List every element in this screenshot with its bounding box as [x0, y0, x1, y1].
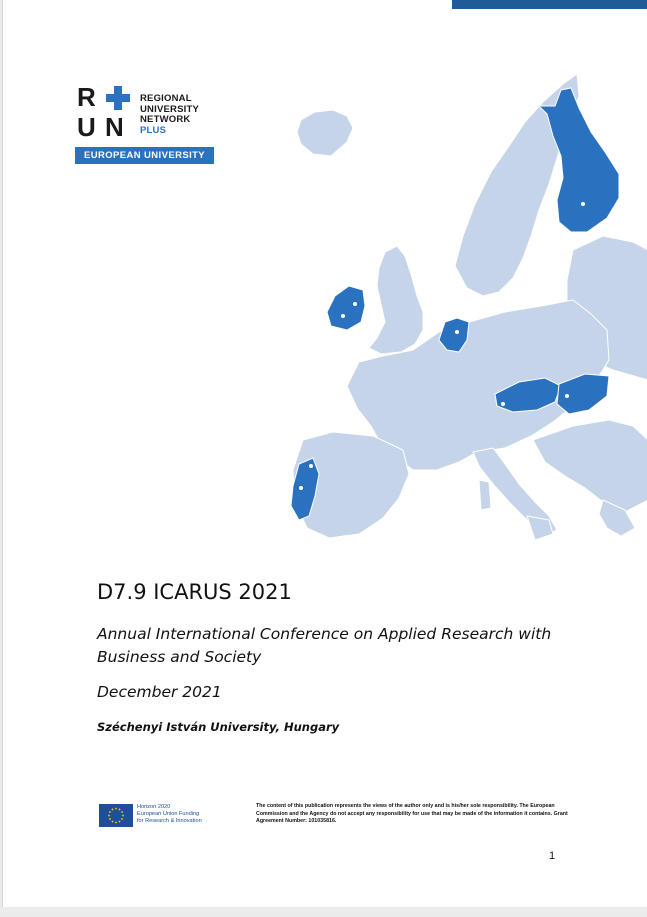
eu-star: [112, 809, 114, 811]
document-title: D7.9 ICARUS 2021: [97, 580, 292, 604]
city-marker: [455, 330, 459, 334]
logo-letter-n: N: [105, 112, 124, 142]
logo-line-regional: REGIONAL: [140, 93, 192, 104]
eu-star: [121, 811, 123, 813]
page-number: 1: [549, 850, 556, 862]
city-marker: [501, 402, 505, 406]
logo-banner: EUROPEAN UNIVERSITY: [75, 147, 214, 164]
city-marker: [581, 202, 585, 206]
eu-star: [121, 818, 123, 820]
document-page: [2, 0, 647, 907]
eu-star: [115, 808, 117, 810]
eu-star: [119, 821, 121, 823]
eu-funding-line-2: European Union Funding: [137, 811, 200, 817]
run-eu-logo: [75, 84, 215, 166]
logo-line-network: NETWORK: [140, 114, 191, 125]
city-marker: [299, 486, 303, 490]
eu-star: [108, 815, 110, 817]
logo-letter-r: R: [77, 82, 96, 112]
document-date: December 2021: [97, 683, 222, 701]
document-subtitle: Annual International Conference on Applied Research with Business and Society: [97, 625, 552, 666]
city-marker: [565, 394, 569, 398]
city-marker: [341, 314, 345, 318]
city-marker: [353, 302, 357, 306]
document-institution: Széchenyi István University, Hungary: [97, 720, 340, 734]
disclaimer-text: The content of this publication represents the views of the author only and is his/her sole responsibility. The European Commission and the Agency do not accept any responsibility for use that may be made of the information it contains. Grant Agreement Number: 101035816.: [256, 803, 568, 824]
eu-star: [119, 809, 121, 811]
eu-funding-line-1: Horizon 2020: [137, 804, 171, 810]
city-marker: [309, 464, 313, 468]
eu-star: [109, 818, 111, 820]
eu-star: [109, 811, 111, 813]
logo-letter-u: U: [77, 112, 96, 142]
logo-wordmark: [140, 94, 199, 136]
top-accent-bar: [452, 0, 647, 9]
eu-flag-icon: [99, 804, 133, 827]
eu-star: [122, 815, 124, 817]
eu-funding-line-3: for Research & Innovation: [137, 818, 202, 824]
eu-funding-text: [137, 804, 202, 825]
europe-map: [273, 60, 647, 550]
logo-line-plus: PLUS: [140, 124, 167, 136]
eu-star: [112, 821, 114, 823]
logo-line-university: UNIVERSITY: [140, 103, 200, 115]
plus-icon: [105, 85, 131, 111]
eu-star: [115, 822, 117, 824]
